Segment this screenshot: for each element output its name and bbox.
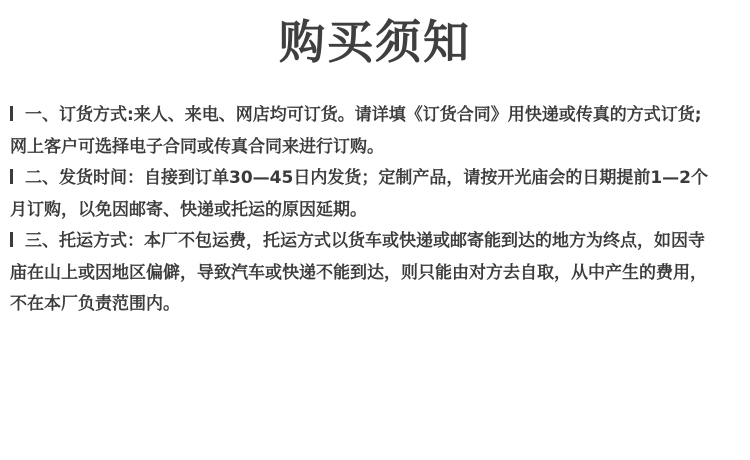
bullet-marker xyxy=(10,169,13,184)
page-title: 购买须知 xyxy=(279,15,471,69)
notice-item-shipping-method xyxy=(10,226,710,321)
notice-item-ordering-method xyxy=(10,100,710,163)
notice-item-delivery-time xyxy=(10,163,710,226)
bullet-marker xyxy=(10,106,13,121)
notice-item-text: 三、托运方式：本厂不包运费，托运方式以货车或快递或邮寄能到达的地方为终点，如因寺庙在山上或因地区偏僻，导致汽车或快递不能到达，则只能由对方去自取，从中产生的费用，不在本厂负责范围内。 xyxy=(10,231,707,314)
notice-list xyxy=(10,100,710,321)
notice-item-text: 一、订货方式:来人、来电、网店均可订货。请详填《订货合同》用快递或传真的方式订货;网上客户可选择电子合同或传真合同来进行订购。 xyxy=(10,105,702,157)
bullet-marker xyxy=(10,232,13,247)
notice-item-text: 二、发货时间：自接到订单30—45日内发货；定制产品，请按开光庙会的日期提前1—2个月订购，以免因邮寄、快递或托运的原因延期。 xyxy=(10,168,708,220)
